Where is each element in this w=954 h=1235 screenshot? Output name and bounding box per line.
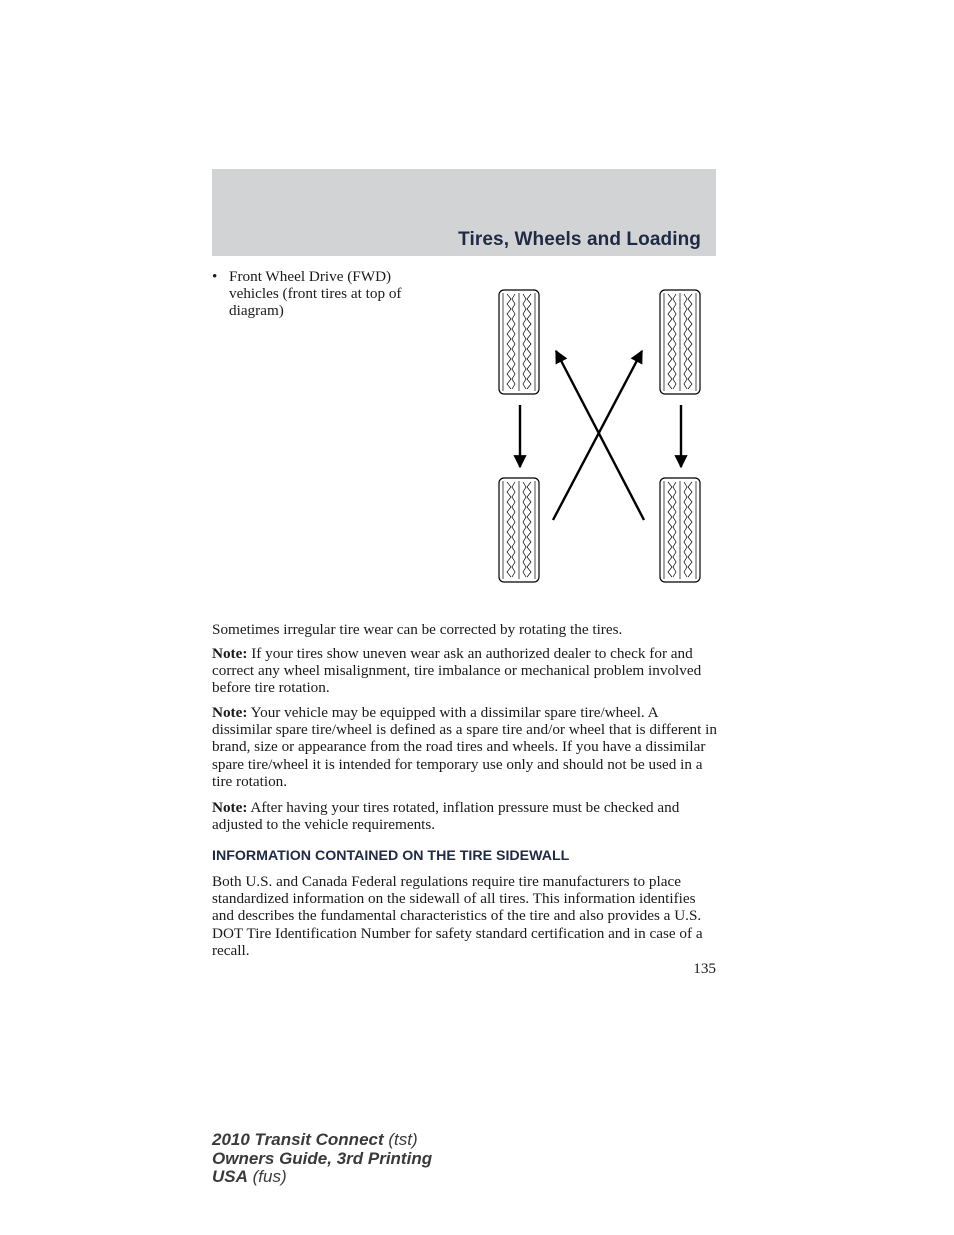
- tire-tread-icon: [499, 478, 539, 582]
- footer-model: 2010 Transit Connect: [212, 1130, 384, 1149]
- note-paragraph: [212, 645, 718, 697]
- section-header-band: [212, 169, 716, 256]
- tire-tread-icon: [660, 478, 700, 582]
- bullet-marker: •: [212, 268, 218, 285]
- note-text: After having your tires rotated, inflation pressure must be checked and adjusted to the vehicle requirements.: [212, 799, 680, 834]
- tire-tread-icon: [499, 290, 539, 394]
- sidewall-text: Both U.S. and Canada Federal regulations require tire manufacturers to place standardized information on the sidewall of all tires. This information identifies and describes the fundamental characteristics of the tire and also provides a U.S. DOT Tire Identification Number for safety standard certification and in case of a recall.: [212, 873, 703, 959]
- note-paragraph: [212, 799, 718, 833]
- note-paragraph: [212, 704, 718, 790]
- bullet-text: Front Wheel Drive (FWD) vehicles (front tires at top of diagram): [229, 268, 402, 320]
- page-number: 135: [693, 960, 716, 977]
- intro-paragraph: [212, 621, 718, 638]
- sidewall-paragraph: [212, 873, 718, 959]
- footer-market: USA: [212, 1167, 248, 1186]
- note-label: Note:: [212, 704, 248, 721]
- note-label: Note:: [212, 645, 248, 662]
- arrow-icon: [556, 351, 644, 520]
- bullet-item: [212, 268, 442, 320]
- subheading: INFORMATION CONTAINED ON THE TIRE SIDEWALL: [212, 848, 570, 864]
- footer-market-code: (fus): [247, 1167, 287, 1186]
- footer-model-code: (tst): [383, 1130, 418, 1149]
- note-label: Note:: [212, 799, 248, 816]
- arrow-icon: [553, 351, 642, 520]
- intro-text: Sometimes irregular tire wear can be corrected by rotating the tires.: [212, 621, 623, 638]
- section-title: Tires, Wheels and Loading: [458, 229, 701, 250]
- note-text: Your vehicle may be equipped with a dissimilar spare tire/wheel. A dissimilar spare tire/wheel is defined as a spare tire and/or wheel that is different in brand, size or appearance from the road tires and wheels. If you have a dissimilar spare tire/wheel it is intended for temporary use only and should not be used in a tire rotation.: [212, 704, 717, 790]
- footer: [212, 1131, 432, 1187]
- footer-edition: Owners Guide, 3rd Printing: [212, 1148, 433, 1168]
- note-text: If your tires show uneven wear ask an authorized dealer to check for and correct any wheel misalignment, tire imbalance or mechanical problem involved before tire rotation.: [212, 645, 702, 697]
- tire-tread-icon: [660, 290, 700, 394]
- tire-rotation-diagram: [490, 283, 710, 588]
